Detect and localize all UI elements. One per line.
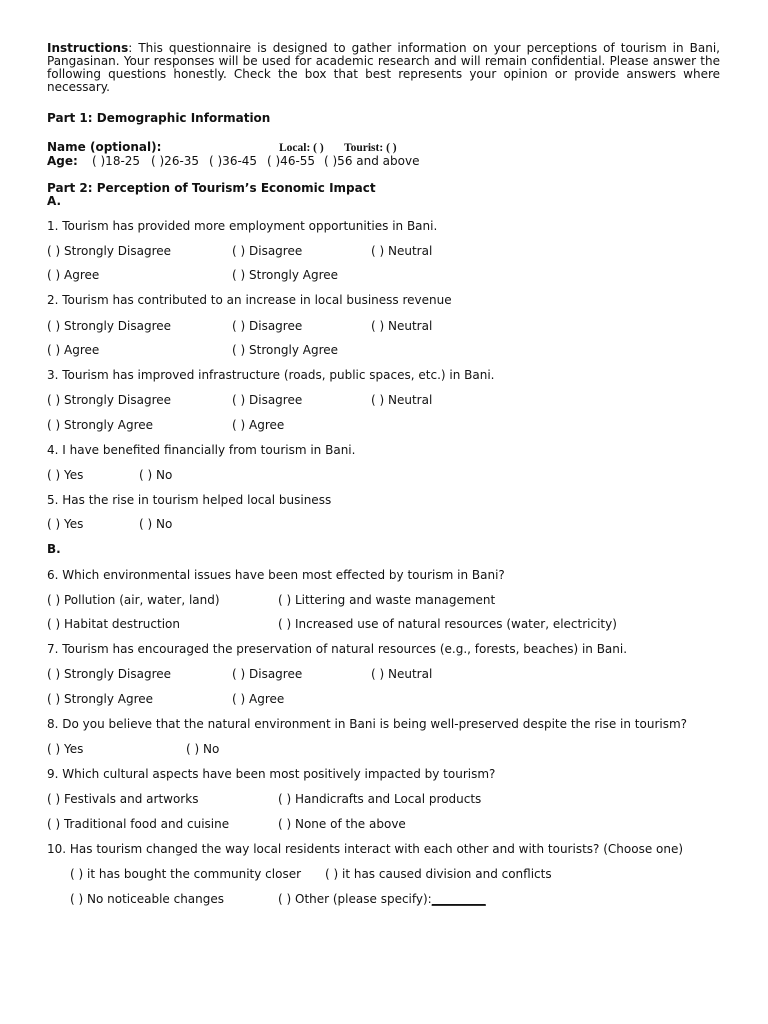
q4-option-no[interactable]: ( ) No	[139, 468, 173, 482]
q9-option-handicrafts[interactable]: ( ) Handicrafts and Local products	[278, 792, 482, 806]
q7-option-agree[interactable]: ( ) Agree	[232, 692, 285, 706]
q7-option-strongly-disagree[interactable]: ( ) Strongly Disagree	[47, 667, 172, 681]
q10-option-closer[interactable]: ( ) it has bought the community closer	[70, 867, 302, 881]
section-b-label: B.	[47, 542, 61, 556]
q5-option-yes[interactable]: ( ) Yes	[47, 517, 84, 531]
q10-option-other[interactable]	[278, 892, 486, 906]
question-9: 9. Which cultural aspects have been most positively impacted by tourism?	[47, 767, 496, 781]
age-option-26-35[interactable]: ( )26-35	[151, 154, 200, 168]
q2-option-strongly-disagree[interactable]: ( ) Strongly Disagree	[47, 319, 172, 333]
question-8: 8. Do you believe that the natural environment in Bani is being well-preserved despite the rise in tourism?	[47, 717, 688, 731]
q1-option-agree[interactable]: ( ) Agree	[47, 268, 100, 282]
q10-other-specify-blank[interactable]: _________	[431, 892, 486, 906]
q3-option-agree[interactable]: ( ) Agree	[232, 418, 285, 432]
q2-option-agree[interactable]: ( ) Agree	[47, 343, 100, 357]
q2-option-strongly-agree[interactable]: ( ) Strongly Agree	[232, 343, 339, 357]
q9-option-none[interactable]: ( ) None of the above	[278, 817, 406, 831]
local-checkbox[interactable]: Local: ( )	[279, 142, 324, 154]
instructions-text: : This questionnaire is designed to gather information on your perceptions of tourism in Bani, Pangasinan. Your responses will be used for academic research and will remain confidential. Please answer the following questions honestly. Check the box that best represents your opinion or provide answers where necessary.	[47, 41, 720, 94]
q2-option-disagree[interactable]: ( ) Disagree	[232, 319, 303, 333]
q7-option-neutral[interactable]: ( ) Neutral	[371, 667, 433, 681]
q9-option-festivals[interactable]: ( ) Festivals and artworks	[47, 792, 199, 806]
question-6: 6. Which environmental issues have been most effected by tourism in Bani?	[47, 568, 505, 582]
question-1: 1. Tourism has provided more employment opportunities in Bani.	[47, 219, 438, 233]
age-option-56-above[interactable]: ( )56 and above	[324, 154, 420, 168]
age-label: Age:	[47, 154, 78, 168]
q7-option-strongly-agree[interactable]: ( ) Strongly Agree	[47, 692, 154, 706]
question-2: 2. Tourism has contributed to an increase in local business revenue	[47, 293, 452, 307]
q8-option-no[interactable]: ( ) No	[186, 742, 220, 756]
section-a-label: A.	[47, 194, 62, 208]
q10-option-division[interactable]: ( ) it has caused division and conflicts	[325, 867, 552, 881]
q3-option-strongly-agree[interactable]: ( ) Strongly Agree	[47, 418, 154, 432]
question-7: 7. Tourism has encouraged the preservation of natural resources (e.g., forests, beaches) in Bani.	[47, 642, 628, 656]
tourist-checkbox[interactable]: Tourist: ( )	[344, 142, 397, 154]
age-option-18-25[interactable]: ( )18-25	[92, 154, 141, 168]
q5-option-no[interactable]: ( ) No	[139, 517, 173, 531]
age-option-36-45[interactable]: ( )36-45	[209, 154, 258, 168]
q3-option-strongly-disagree[interactable]: ( ) Strongly Disagree	[47, 393, 172, 407]
q3-option-neutral[interactable]: ( ) Neutral	[371, 393, 433, 407]
question-4: 4. I have benefited financially from tourism in Bani.	[47, 443, 356, 457]
q1-option-disagree[interactable]: ( ) Disagree	[232, 244, 303, 258]
question-10: 10. Has tourism changed the way local residents interact with each other and with tourists? (Choose one)	[47, 842, 684, 856]
question-3: 3. Tourism has improved infrastructure (roads, public spaces, etc.) in Bani.	[47, 368, 495, 382]
q1-option-strongly-disagree[interactable]: ( ) Strongly Disagree	[47, 244, 172, 258]
q1-option-strongly-agree[interactable]: ( ) Strongly Agree	[232, 268, 339, 282]
instructions-paragraph	[47, 42, 720, 94]
q6-option-habitat-destruction[interactable]: ( ) Habitat destruction	[47, 617, 180, 631]
q6-option-natural-resources[interactable]: ( ) Increased use of natural resources (water, electricity)	[278, 617, 617, 631]
q1-option-neutral[interactable]: ( ) Neutral	[371, 244, 433, 258]
q6-option-littering[interactable]: ( ) Littering and waste management	[278, 593, 496, 607]
instructions-label: Instructions	[47, 41, 129, 55]
q3-option-disagree[interactable]: ( ) Disagree	[232, 393, 303, 407]
q6-option-pollution[interactable]: ( ) Pollution (air, water, land)	[47, 593, 220, 607]
q4-option-yes[interactable]: ( ) Yes	[47, 468, 84, 482]
part1-title: Part 1: Demographic Information	[47, 111, 271, 125]
q2-option-neutral[interactable]: ( ) Neutral	[371, 319, 433, 333]
q10-option-other-label: ( ) Other (please specify):	[278, 892, 432, 906]
name-label: Name (optional):	[47, 140, 162, 154]
q10-option-no-changes[interactable]: ( ) No noticeable changes	[70, 892, 225, 906]
part2-title: Part 2: Perception of Tourism’s Economic Impact	[47, 181, 376, 195]
age-option-46-55[interactable]: ( )46-55	[267, 154, 316, 168]
question-5: 5. Has the rise in tourism helped local business	[47, 493, 332, 507]
q7-option-disagree[interactable]: ( ) Disagree	[232, 667, 303, 681]
q9-option-traditional-food[interactable]: ( ) Traditional food and cuisine	[47, 817, 230, 831]
q8-option-yes[interactable]: ( ) Yes	[47, 742, 84, 756]
